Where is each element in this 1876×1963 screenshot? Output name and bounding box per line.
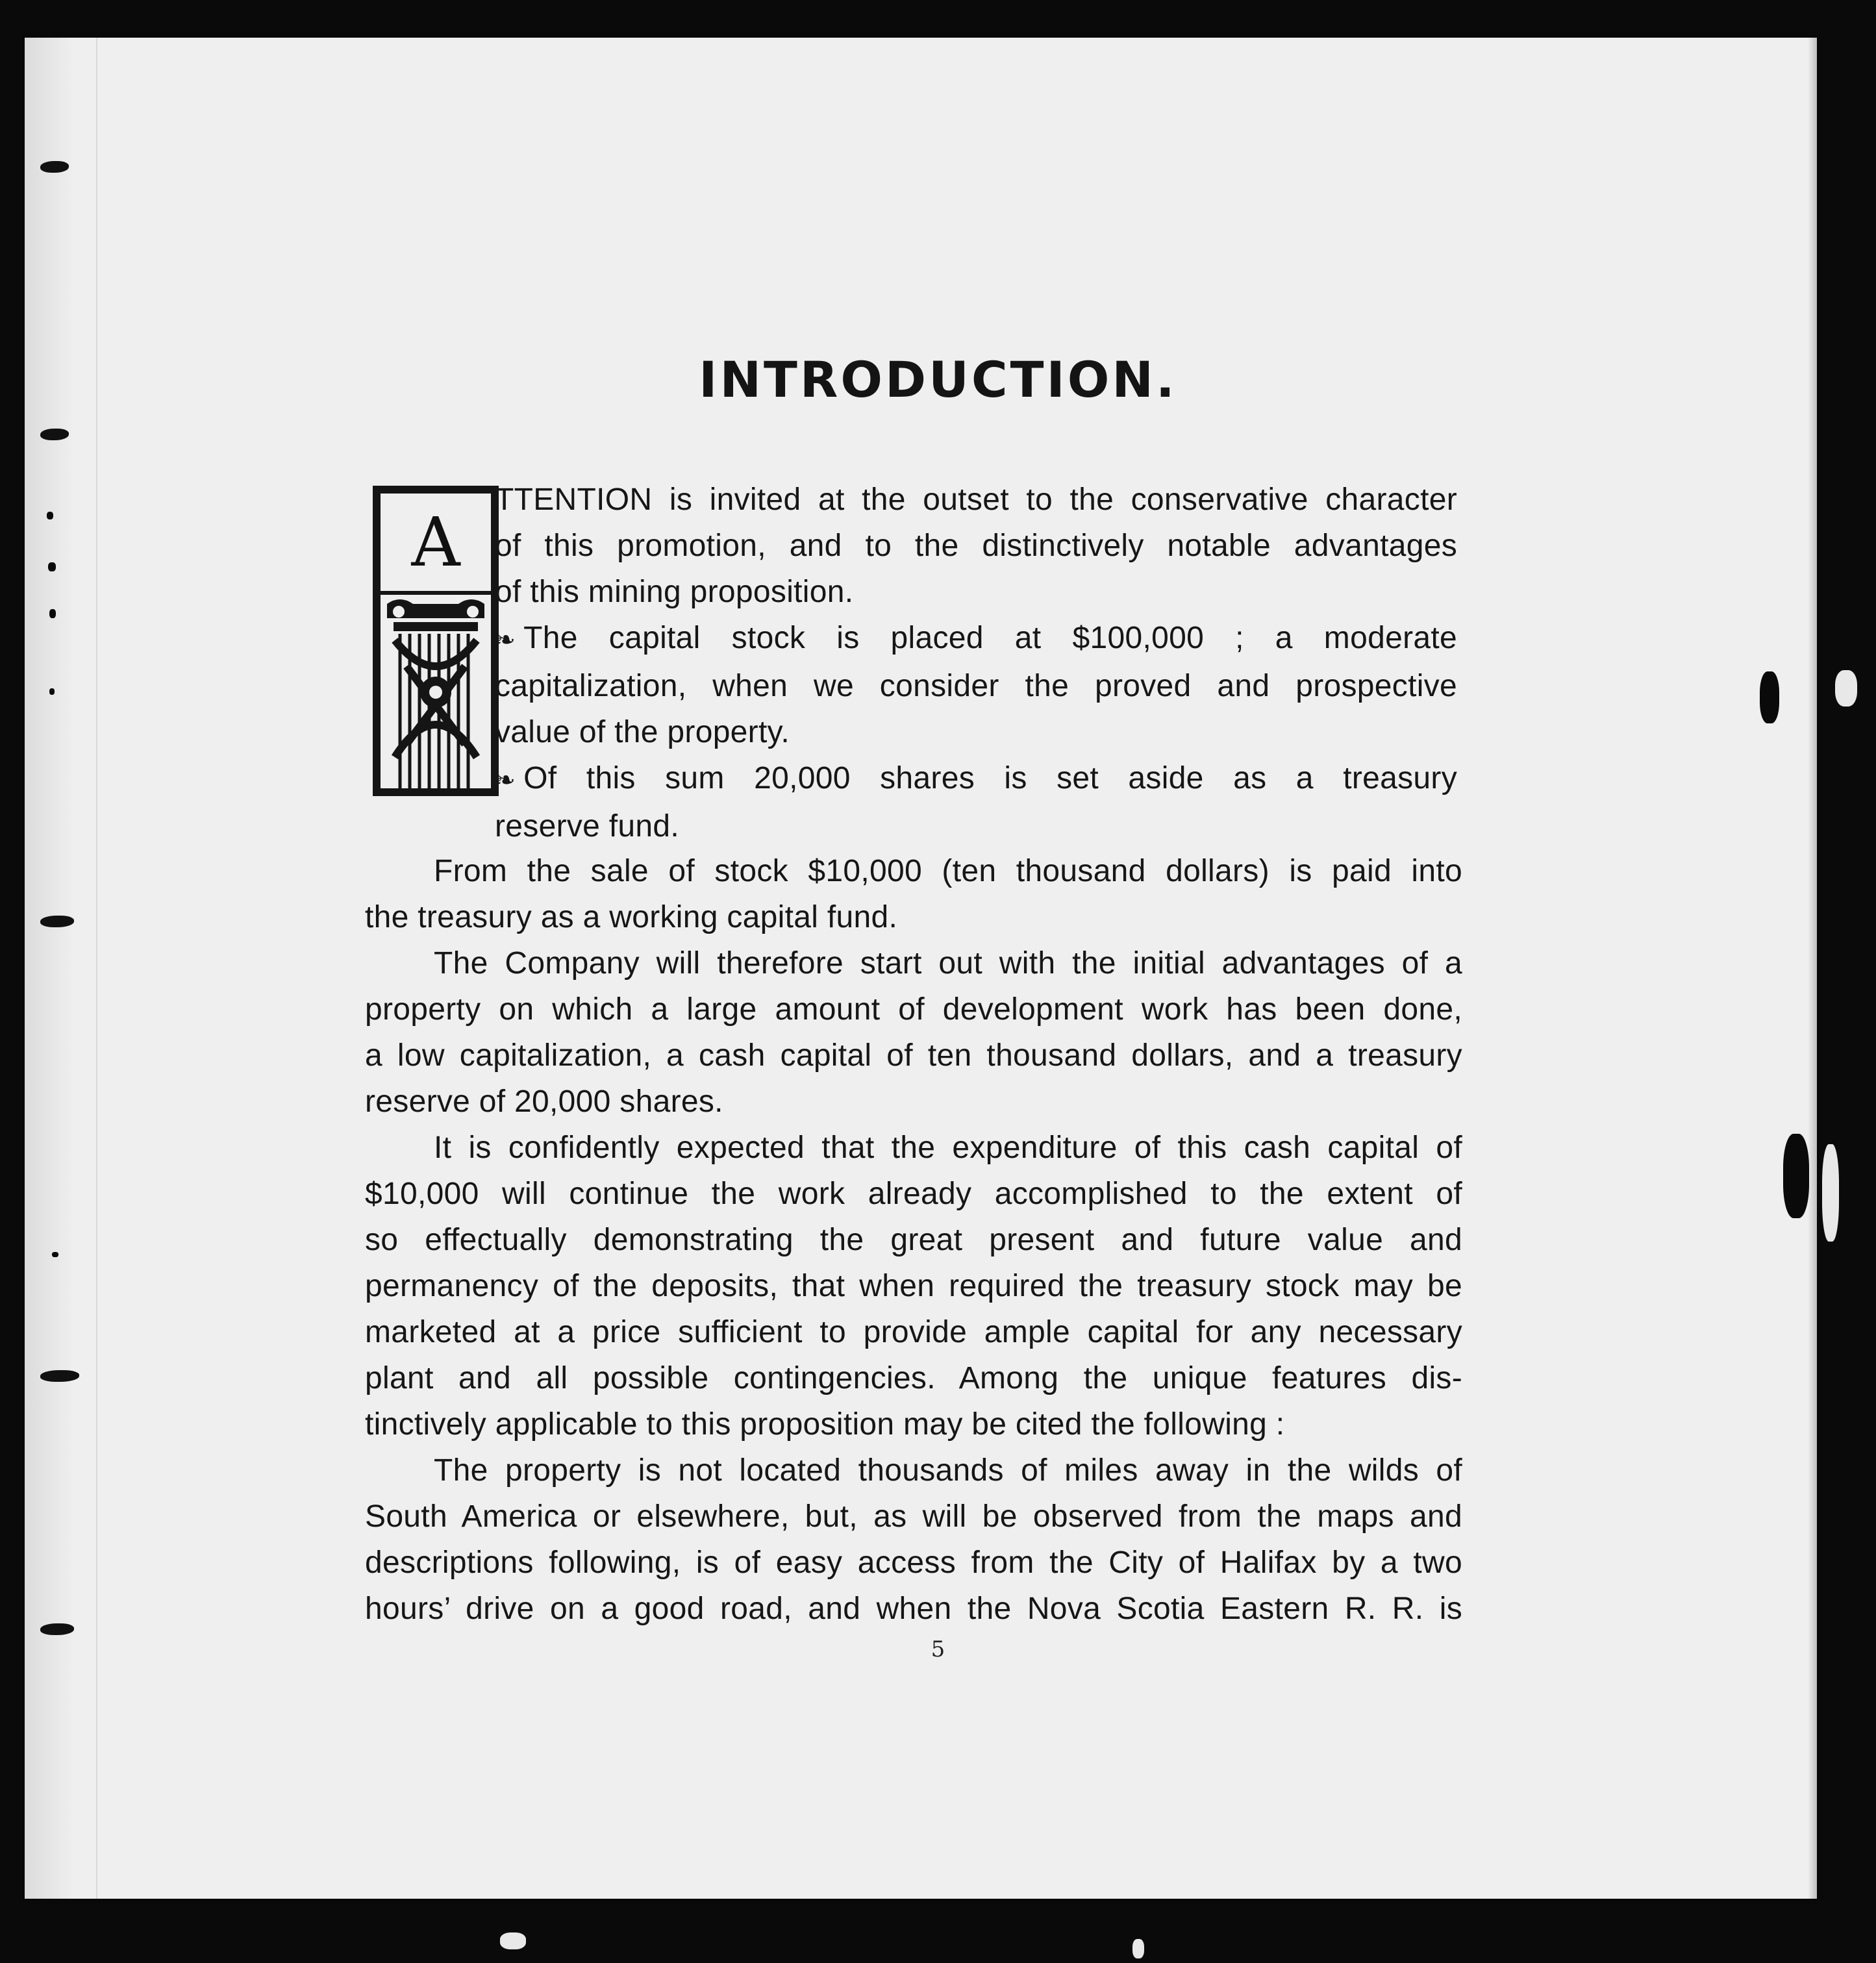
text-line: reserve fund. <box>495 809 680 844</box>
text-line: plant and all possible contingencies. Among the unique features dis- <box>365 1361 1462 1395</box>
paper-tear <box>1760 671 1779 723</box>
ink-speck <box>49 609 56 618</box>
text-line: It is confidently expected that the expenditure of this cash capital of <box>434 1131 1462 1165</box>
edge-fleck <box>1835 670 1857 706</box>
binding-stitch-mark <box>40 1370 79 1382</box>
text-line: The property is not located thousands of miles away in the wilds of <box>434 1453 1462 1488</box>
paper-tear <box>1783 1134 1809 1218</box>
text-line: $10,000 will continue the work already accomplished to the extent of <box>365 1177 1462 1211</box>
text-line: the treasury as a working capital fund. <box>365 900 898 934</box>
text-line: South America or elsewhere, but, as will be observed from the maps and <box>365 1499 1462 1534</box>
ink-speck <box>49 688 55 695</box>
page-number: 5 <box>931 1636 945 1662</box>
main-paragraphs <box>365 848 1462 1632</box>
binding-stitch-mark <box>40 1623 74 1635</box>
text-line-content: The capital stock is placed at $100,000 ; a moderate <box>523 621 1457 655</box>
text-line: so effectually demonstrating the great present and future value and <box>365 1223 1462 1257</box>
column-ornament-icon <box>381 595 491 796</box>
leaf-ornament-icon: ❧ <box>495 625 516 654</box>
text-line <box>495 615 1457 663</box>
text-line: descriptions following, is of easy access from the City of Halifax by a two <box>365 1545 1462 1580</box>
initial-letter: A <box>381 494 491 595</box>
ink-speck <box>52 1252 58 1257</box>
text-line <box>495 755 1457 803</box>
text-line: The Company will therefore start out with the initial advantages of a <box>434 946 1462 981</box>
text-line: of this mining proposition. <box>495 575 854 609</box>
edge-fleck <box>500 1932 526 1949</box>
binding-stitch-mark <box>40 916 74 927</box>
binding-stitch-mark <box>40 429 69 440</box>
ink-speck <box>48 562 56 571</box>
leaf-ornament-icon: ❧ <box>495 766 516 794</box>
text-line: of this promotion, and to the distinctively notable advantages <box>495 529 1457 563</box>
page-binding <box>25 38 97 1899</box>
text-line: a low capitalization, a cash capital of ten thousand dollars, and a treasury <box>365 1038 1462 1073</box>
binding-stitch-mark <box>40 161 69 173</box>
text-line: capitalization, when we consider the proved and prospective <box>495 669 1457 703</box>
page-title: INTRODUCTION. <box>699 351 1177 408</box>
text-line-content: Of this sum 20,000 shares is set aside as a treasury <box>523 761 1457 795</box>
text-line: reserve of 20,000 shares. <box>365 1084 723 1119</box>
text-line: value of the property. <box>495 715 790 749</box>
text-line: tinctively applicable to this proposition may be cited the following : <box>365 1407 1285 1442</box>
text-line: From the sale of stock $10,000 (ten thousand dollars) is paid into <box>434 854 1462 888</box>
text-line: TTENTION is invited at the outset to the conservative character <box>495 482 1457 517</box>
text-line: marketed at a price sufficient to provide ample capital for any necessary <box>365 1315 1462 1349</box>
intro-paragraphs-beside-initial <box>495 477 1457 849</box>
text-line: property on which a large amount of development work has been done, <box>365 992 1462 1027</box>
page-edge <box>1808 38 1817 1899</box>
text-line: permanency of the deposits, that when required the treasury stock may be <box>365 1269 1462 1303</box>
text-line: hours’ drive on a good road, and when the Nova Scotia Eastern R. R. is <box>365 1592 1462 1626</box>
ink-speck <box>47 512 53 519</box>
decorative-initial <box>373 486 499 796</box>
edge-fleck <box>1132 1939 1144 1958</box>
edge-fleck <box>1822 1144 1839 1242</box>
